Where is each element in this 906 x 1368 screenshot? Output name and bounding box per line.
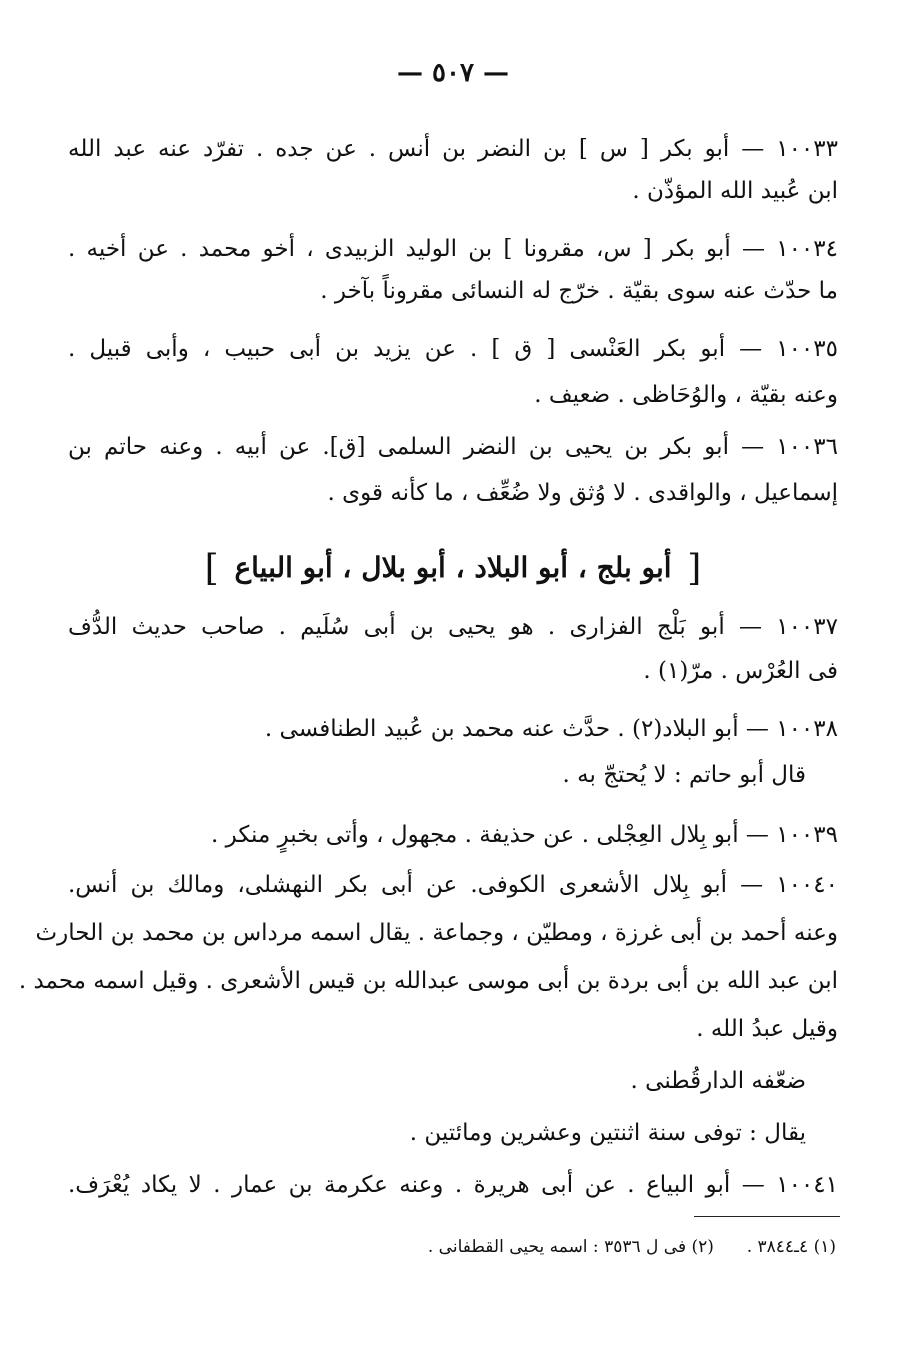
footnote-divider bbox=[694, 1216, 840, 1217]
entry-10036-line-2: إسماعيل ، والواقدى . لا وُثق ولا ضُعِّف ، ما كأنه قوى . bbox=[327, 480, 838, 506]
page-number: — ٥٠٧ — bbox=[396, 58, 510, 88]
entry-10035-line-2: وعنه بقيّة ، والوُحَاظى . ضعيف . bbox=[534, 382, 838, 408]
entry-10037-line-2: فى العُرْس . مرّ(١) . bbox=[643, 658, 838, 684]
entry-10033-line-1: ١٠٠٣٣ — أبو بكر [ س ] بن النضر بن أنس . عن جده . تفرّد عنه عبد الله bbox=[68, 136, 838, 162]
entry-10035-line-1: ١٠٠٣٥ — أبو بكر العَنْسى [ ق ] . عن يزيد بن أبى حبيب ، وأبى قبيل . bbox=[68, 336, 838, 362]
footnote-1: (١) ٤ـ٣٨٤٤ . bbox=[746, 1237, 836, 1257]
entry-10036-line-1: ١٠٠٣٦ — أبو بكر بن يحيى بن النضر السلمى [ق]. عن أبيه . وعنه حاتم بن bbox=[68, 434, 838, 460]
entry-10040-line-6: يقال : توفى سنة اثنتين وعشرين ومائتين . bbox=[409, 1120, 806, 1146]
section-heading bbox=[0, 548, 906, 589]
entry-10038-line-1: ١٠٠٣٨ — أبو البلاد(٢) . حدَّث عنه محمد بن عُبيد الطنافسى . bbox=[264, 716, 838, 742]
entry-10041-line-1: ١٠٠٤١ — أبو البياع . عن أبى هريرة . وعنه عكرمة بن عمار . لا يكاد يُعْرَف. bbox=[68, 1172, 838, 1198]
entry-10037-line-1: ١٠٠٣٧ — أبو بَلْج الفزارى . هو يحيى بن أبى سُلَيم . صاحب حديث الدُّف bbox=[68, 614, 838, 640]
entry-10040-line-4: وقيل عبدُ الله . bbox=[696, 1016, 838, 1042]
entry-10034-line-1: ١٠٠٣٤ — أبو بكر [ س، مقرونا ] بن الوليد الزبيدى ، أخو محمد . عن أخيه . bbox=[68, 236, 838, 262]
entry-10039-line-1: ١٠٠٣٩ — أبو بِلال العِجْلى . عن حذيفة . مجهول ، وأتى بخبرٍ منكر . bbox=[211, 822, 838, 848]
heading-close-bracket: ] bbox=[204, 548, 219, 589]
entry-10040-line-1: ١٠٠٤٠ — أبو بِلال الأشعرى الكوفى. عن أبى بكر النهشلى، ومالك بن أنس. bbox=[68, 872, 838, 898]
entry-10038-line-2: قال أبو حاتم : لا يُحتجّ به . bbox=[562, 762, 806, 788]
entry-10033-line-2: ابن عُبيد الله المؤذّن . bbox=[632, 178, 838, 204]
entry-10040-line-3: ابن عبد الله بن أبى بردة بن أبى موسى عبدالله بن قيس الأشعرى . وقيل اسمه محمد . bbox=[18, 968, 838, 994]
footnote-2: (٢) فى ل ٣٥٣٦ : اسمه يحيى القطفانى . bbox=[427, 1237, 714, 1257]
footnotes bbox=[428, 1234, 836, 1260]
entry-10040-line-2: وعنه أحمد بن أبى غرزة ، ومطيّن ، وجماعة . يقال اسمه مرداس بن محمد بن الحارث bbox=[35, 920, 838, 946]
entry-10034-line-2: ما حدّث عنه سوى بقيّة . خرّج له النسائى مقروناً بآخر . bbox=[320, 278, 838, 304]
entry-10040-line-5: ضعّفه الدارقُطنى . bbox=[630, 1068, 806, 1094]
heading-open-bracket: [ bbox=[687, 548, 702, 589]
section-heading-text: أبو بلج ، أبو البلاد ، أبو بلال ، أبو البياع bbox=[234, 551, 672, 584]
